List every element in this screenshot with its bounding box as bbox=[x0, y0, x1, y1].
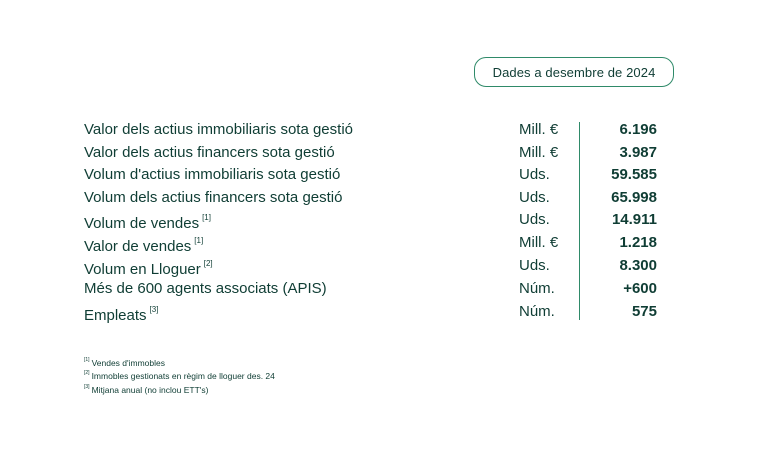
stat-unit: Núm. bbox=[519, 303, 555, 320]
footnotes bbox=[84, 356, 275, 396]
stat-label: Empleats [3] bbox=[84, 305, 159, 324]
footnote-mark: [3] bbox=[84, 383, 90, 390]
stat-value: 59.585 bbox=[611, 166, 657, 183]
stat-label: Valor dels actius financers sota gestió bbox=[84, 144, 335, 161]
stat-label: Més de 600 agents associats (APIS) bbox=[84, 280, 327, 297]
stats-row bbox=[0, 166, 758, 188]
stat-value: 575 bbox=[631, 303, 657, 320]
footnote-ref: [3] bbox=[149, 305, 159, 314]
stats-row bbox=[0, 211, 758, 233]
stat-label: Valor de vendes [1] bbox=[84, 236, 204, 255]
footnote-ref: [2] bbox=[203, 259, 213, 268]
stat-unit: Mill. € bbox=[519, 121, 559, 138]
footnote-ref: [1] bbox=[194, 236, 204, 245]
stat-label: Volum d'actius immobiliaris sota gestió bbox=[84, 166, 341, 183]
stat-value: 14.911 bbox=[611, 211, 657, 228]
stat-unit: Uds. bbox=[519, 166, 550, 183]
stat-value: 3.987 bbox=[619, 144, 657, 161]
footnote-text: Mitjana anual (no inclou ETT's) bbox=[91, 384, 209, 395]
footnote-text: Vendes d'immobles bbox=[91, 357, 166, 368]
stats-row bbox=[0, 234, 758, 256]
date-badge bbox=[474, 57, 674, 87]
stat-unit: Uds. bbox=[519, 189, 550, 206]
stats-row bbox=[0, 121, 758, 143]
stat-unit: Mill. € bbox=[519, 234, 559, 251]
stats-row bbox=[0, 144, 758, 166]
footnote-ref: [1] bbox=[202, 213, 211, 222]
stat-unit: Mill. € bbox=[519, 144, 559, 161]
footnote-text: Immobles gestionats en règim de lloguer des. 24 bbox=[91, 371, 275, 382]
stat-value: 6.196 bbox=[619, 121, 657, 138]
footnote bbox=[84, 356, 275, 369]
stat-value: 1.218 bbox=[619, 234, 657, 251]
footnote bbox=[84, 369, 275, 382]
stat-label: Volum dels actius financers sota gestió bbox=[84, 189, 343, 206]
footnote-mark: [2] bbox=[84, 370, 90, 377]
stat-label: Valor dels actius immobiliaris sota gestió bbox=[84, 121, 353, 138]
stat-unit: Núm. bbox=[519, 280, 555, 297]
stat-unit: Uds. bbox=[519, 211, 550, 228]
stats-row bbox=[0, 280, 758, 302]
footnote-mark: [1] bbox=[84, 357, 90, 363]
stat-value: 8.300 bbox=[619, 257, 657, 274]
stats-row bbox=[0, 257, 758, 279]
footnote bbox=[84, 383, 275, 396]
stat-unit: Uds. bbox=[519, 257, 550, 274]
stats-row bbox=[0, 189, 758, 211]
stat-label: Volum en Lloguer [2] bbox=[84, 259, 213, 278]
stat-value: 65.998 bbox=[611, 189, 657, 206]
stat-label: Volum de vendes [1] bbox=[84, 213, 211, 232]
date-badge-label: Dades a desembre de 2024 bbox=[492, 64, 656, 80]
stat-value: +600 bbox=[623, 280, 657, 297]
stats-row bbox=[0, 303, 758, 325]
